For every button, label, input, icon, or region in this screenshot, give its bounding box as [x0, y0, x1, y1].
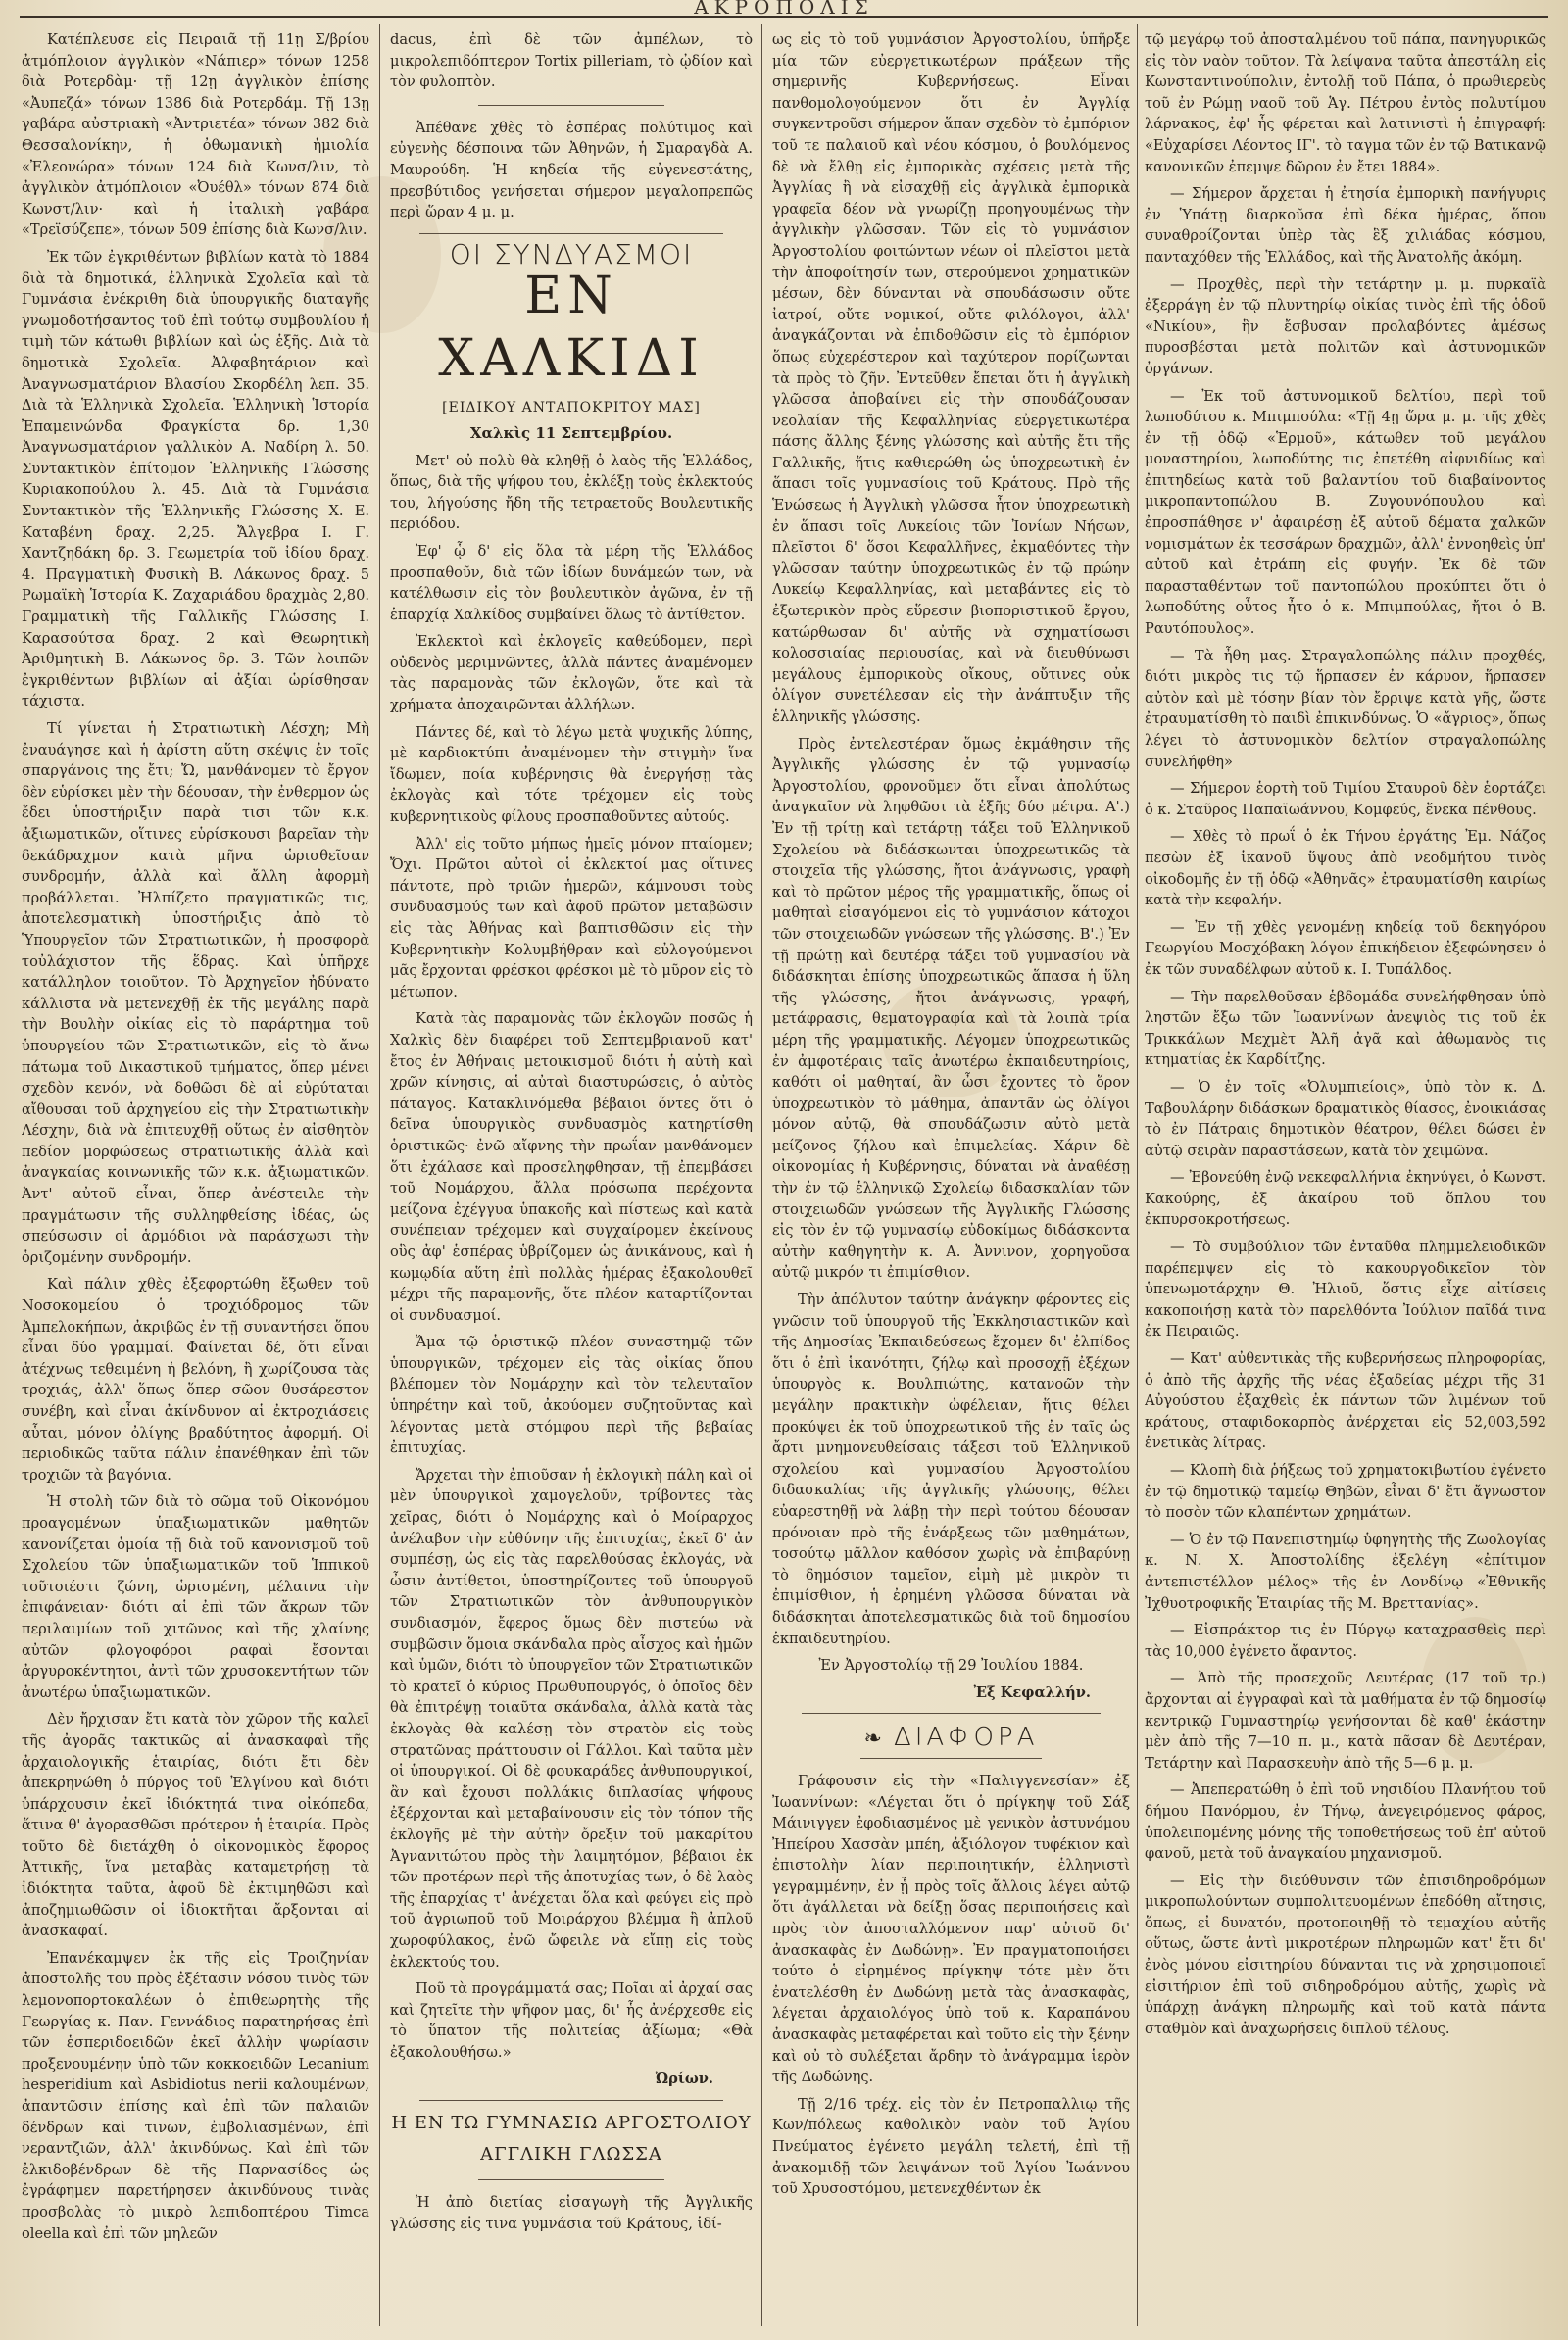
news-paragraph: — Ὁ ἐν τοῖς «Ὀλυμπιείοις», ὑπὸ τὸν κ. Δ. Ταβουλάρην διδάσκων δραματικὸς θίασος, ἐνοικιάσας τὸ ἐν Πάτραις δημοτικὸν θέατρον, θέλει δώσει ἐν αὐτῷ σειρὰν παραστάσεων, κατὰ τὸν χειμῶνα.: [1145, 1078, 1546, 1159]
news-paragraph: Τῇ 2/16 τρέχ. εἰς τὸν ἐν Πετροπαλλιῳ τῆς Κων/πόλεως καθολικὸν ναὸν τοῦ Ἁγίου Πνεύματος ἐγένετο μεγάλη τελετή, ἐπὶ τῇ ἀνακομιδῇ τῶν λειψάνων τοῦ Ἁγίου Ἰωάννου τοῦ Χρυσοστόμου, μετενεχθέντων ἐκ: [772, 2095, 1130, 2198]
correspondent-label: [ΕΙΔΙΚΟΥ ΑΝΤΑΠΟΚΡΙΤΟΥ ΜΑΣ]: [442, 400, 701, 416]
column-divider: [1137, 24, 1138, 2326]
news-paragraph: — Τὴν παρελθοῦσαν ἑβδομάδα συνελήφθησαν ὑπὸ ληστῶν ἔξω τῶν Ἰωαννίνων ἀνεψιὸς τις τοῦ ἐκ Τρικκάλων Μεχμὲτ Ἀλῆ ἀγᾶ καὶ ἀθωμανὸς τις κτηματίας ἐκ Καρδίτζης.: [1145, 988, 1546, 1069]
column-2: [390, 29, 753, 2322]
column-divider: [379, 24, 380, 2326]
news-paragraph: Γράφουσιν εἰς τὴν «Παλιγγενεσίαν» ἐξ Ἰωαννίνων: «Λέγεται ὅτι ὁ πρίγκηψ τοῦ Σάξ Μάινιγγεν ἐφοδιασμένος μὲ γενικὸν ἀστυνόμου Ἠπείρου Χασσὰν μπέη, ἀξιόλογον τυφέκιον καὶ ἐπιστολὴν λίαν περιποιητικήν, ἑλληνιστὶ γεγραμμένην, ἐν ᾗ πρὸς τοῖς ἄλλοις λέγει αὐτῷ ὅτι ἀγάλλεται νὰ δείξῃ ὅσας περιποιήσεις καὶ πρὸς τὸν ἀποσταλλόμενον παρ' αὐτοῦ δι' ἀνασκαφὰς ἐν Δωδώνῃ». Ἐν πραγματοποιήσει τούτο ὁ εἰρημένος πρίγκηψ τότε μὲν ὅτι ἐνατελέσθη ἐν Δωδώνῃ μετὰ τὰς ἀνασκαφὰς, λέγεται ἀρχαιολόγος ὑπὸ τοῦ κ. Καραπάνου ἀνασκαφὰς μεταφέρεται καὶ τοῦτο εἰς τὴν ξένην καὶ οὐ τὸ συλέξεται ἄρδην τὸ ἀνάγραμμα ἱερὸν τῆς Δωδώνης.: [772, 1772, 1130, 2086]
column-1: [22, 29, 369, 2322]
article-paragraph: Πάντες δέ, καὶ τὸ λέγω μετὰ ψυχικῆς λύπης, μὲ καρδιοκτύπι ἀναμένομεν τὴν στιγμὴν ἵνα ἴδωμεν, ποία κυβέρνησις θὰ ἐνεργήσῃ τὰς ἐκλογὰς καὶ τότε τρέχομεν εἰς τοὺς κυβερνητικοὺς φίλους προσπαθοῦντες αὐτούς.: [390, 723, 753, 826]
article2-headline-line2: ΑΓΓΛΙΚΗ ΓΛΩΣΣΑ: [480, 2144, 662, 2166]
news-paragraph: Κατέπλευσε εἰς Πειραιᾶ τῇ 11ῃ Σ/βρίου ἀτμόπλοιον ἀγγλικὸν «Νάπιερ» τόνων 1258 διὰ Ροτερδὰμ· τῇ 12ῃ ἀγγλικὸν ἐπίσης «Ἀυπεζά» τόνων 1386 διὰ Ροτερδάμ. Τῇ 13ῃ γαβάρα αὐστριακὴ «Ἀντριετέα» τόνων 382 διὰ Θεσσαλονίκην, ἡ ὀθωμανικὴ ἡμιολία «Ἐλεονώρα» τόνων 124 διὰ Κωνσ/λιν, τὸ ἀγγλικὸν ἀτμόπλοιον «Ὀυέθλ» τόνων 874 διὰ Κωνστ/λιν· καὶ ἡ ἰταλικὴ γαβάρα «Τρεϊσύζεπε», τόνων 509 ἐπίσης διὰ Κωνσ/λιν.: [22, 31, 369, 239]
news-paragraph: Τί γίνεται ἡ Στρατιωτικὴ Λέσχη; Μὴ ἐναυάγησε καὶ ἡ ἀρίστη αὕτη σκέψις ἐν τοῖς σπαργάνοις της ἔτι; Ὤ, μανθάνομεν τὸ ἔργον δὲν εὑρίσκει μὲν τὴν δέουσαν, τὴν ἐνθερμον ὡς ἔδει ὑποστήριξιν παρὰ τισι τῶν κ.κ. ἀξιωματικῶν, οἵτινες εὑρίσκουσι βαρεῖαν τὴν δεκάδραχμον κατὰ μῆνα ὡρισθεῖσαν συνδρομήν, ἀλλὰ καὶ ἄλλη ἀφορμὴ προβάλλεται. Ἠλπίζετο πραγματικῶς τις, ἀποτελεσματικὴ ὑποστήριξις ἀπὸ τὸ Ὑπουργεῖον τῶν Στρατιωτικῶν, ἡ προσφορὰ τοὐλάχιστον τῆς ἕδρας. Καὶ ὑπῆρχε κατάλληλον τοιοῦτον. Τὸ Ἀρχηγεῖον ἠδύνατο κάλλιστα νὰ μετενεχθῇ ἐκ τῆς μεγάλης παρὰ τὴν Βουλὴν οἰκίας εἰς τὸ παράρτημα τοῦ ὑπουργείου τῶν Στρατιωτικῶν, εἰς τὸ ἄνω πάτωμα τοῦ Δικαστικοῦ τμήματος, ὅπερ μένει σχεδὸν κενόν, νὰ δοθῶσι δὲ αἱ εὐρύταται αἴθουσαι τοῦ ἀρχηγείου εἰς τὴν Στρατιωτικὴν Λέσχην, διὰ νὰ ἐπιτευχθῇ οὕτως ἐν αἰσθητὸν πεδίον μορφώσεως στρατιωτικῆς ἀλλὰ καὶ ἀναγκαίας κοινωνικῆς τῶν κ.κ. ἀξιωματικῶν. Ἀντ' αὐτοῦ εἶναι, ὅπερ ἀνέστειλε τὴν πραγμάτωσιν τῆς συλληφθείσης ἰδέας, ὡς σπεύσωσιν οἱ ἁρμόδιοι νὰ παράσχωσι τὴν ὁριζομένην συνδρομήν.: [22, 720, 369, 1266]
news-paragraph: — Χθὲς τὸ πρωΐ ὁ ἐκ Τήνου ἐργάτης Ἐμ. Νάζος πεσὼν ἐξ ἱκανοῦ ὕψους ἀπὸ νεοδμήτου τινὸς οἰκοδομῆς ἐν τῇ ὁδῷ «Ἀθηνᾶς» ἐτραυματίσθη καιρίως κατὰ τὴν κεφαλήν.: [1145, 828, 1546, 909]
news-paragraph: — Προχθὲς, περὶ τὴν τετάρτην μ. μ. πυρκαϊὰ ἐξερράγη ἐν τῷ πλυντηρίῳ οἰκίας τινὸς ἐπὶ τῆς ὁδοῦ «Νικίου», ἣν ἔσβυσαν προλαβόντες ἀμέσως πυροσβέσται μετὰ πολιτῶν καὶ ἀστυνομικῶν ὀργάνων.: [1145, 275, 1546, 377]
news-paragraph: τῷ μεγάρῳ τοῦ ἀποσταλμένου τοῦ πάπα, πανηγυρικῶς εἰς τὸν ναὸν τοῦτον. Τὰ λείψανα ταῦτα ἀπεστάλη εἰς Κωνσταντινούπολιν, ἐντολῇ τοῦ Πάπα, ὁ πρωθιερεὺς τοῦ ἐν Ρώμῃ ναοῦ τοῦ Ἁγ. Πέτρου ἐντὸς πολυτίμου λάρνακος, ἐφ' ἧς φέρεται καὶ λατινιστὶ ἡ ἐπιγραφή: «Εὐχαρίσει Λέοντος ΙΓ'. τὸ ταγμα τῶν ἐν τῷ Βατικανῷ κανονικῶν ἐπεμψε δῶρον ἐν ἔτει 1884».: [1145, 31, 1546, 175]
article-paragraph: Ἡ ἀπὸ διετίας εἰσαγωγὴ τῆς Ἀγγλικῆς γλώσσης εἰς τινα γυμνάσια τοῦ Κράτους, ἰδί-: [390, 2194, 753, 2232]
news-paragraph: dacus, ἐπὶ δὲ τῶν ἀμπέλων, τὸ μικρολεπιδόπτερον Tortix pilleriam, τὸ ᾠδίον καὶ τὸν φυλοπτὸν.: [390, 31, 753, 91]
rule: [419, 233, 723, 234]
rule: [860, 1758, 1042, 1759]
news-paragraph: Ἐκ τῶν ἐγκριθέντων βιβλίων κατὰ τὸ 1884 διὰ τὰ δημοτικά, ἑλληνικὰ Σχολεῖα καὶ τὰ Γυμνάσια ἐνέκριθη διὰ ὑπουργικῆς διαταγῆς γνωμοδοτήσαντος τοῦ ἐπὶ τούτῳ συμβουλίου ἡ τιμὴ τῶν κάτωθι βιβλίων καὶ ὡς ἑξῆς. Διὰ τὰ δημοτικὰ Σχολεῖα. Ἀλφαβητάριον καὶ Ἀναγνωσματάριον Βλασίου Σκορδέλη λεπ. 35. Διὰ τὰ Ἑλληνικὰ Σχολεῖα. Ἑλληνικὴ Ἱστορία Ἐπαμεινώνδα Φραγκίστα δρ. 1,30 Ἀναγνωσματάριον γαλλικὸν Α. Ναδίρη λ. 50. Συντακτικὸν ἐπίτομον Ἑλληνικῆς Γλώσσης Κυριακοπούλου λ. 45. Διὰ τὰ Γυμνάσια Συντακτικὸν τῆς Ἑλληνικῆς Γλώσσης Χ. Ε. Καταβένη δραχ. 2,25. Ἄλγεβρα Ι. Γ. Χαντζηδάκη δρ. 3. Γεωμετρία τοῦ ἰδίου δραχ. 4. Πραγματικὴ Φυσικὴ Β. Λάκωνος δραχ. 5 Ρωμαϊκὴ Ἱστορία Κ. Ζαχαριάδου δραχμὰς 2,80. Γραμματικὴ τῆς Γαλλικῆς Γλώσσης Ι. Καρασούτσα δραχ. 2 καὶ Θεωρητικὴ Ἀριθμητικὴ Β. Λάκωνος δρ. 3. Τῶν λοιπῶν ἐγκριθέντων βιβλίων αἱ ἀξίαι ὡρίσθησαν τάχιστα.: [22, 248, 369, 710]
news-paragraph: — Ἐβονεύθη ἐνῷ νεκεφαλλήνια ἐκηνύγει, ὁ Κωνστ. Κακούρης, ἐξ ἀκαίρου τοῦ ὅπλου του ἐκπυρσοκροτήσεως.: [1145, 1169, 1546, 1229]
news-paragraph: — Σήμερον ἄρχεται ἡ ἐτησία ἐμπορικὴ πανήγυρις ἐν Ὑπάτῃ διαρκοῦσα ἐπὶ δέκα ἡμέρας, ὅπου συναθροίζονται ὑπὲρ τὰς ἓξ χιλιάδας κόσμου, πανταχόθεν τῆς Ἑλλάδος, καὶ τῆς Ἀνατολῆς ἀκόμη.: [1145, 185, 1546, 266]
column-4: [1145, 29, 1546, 2322]
rule: [419, 2100, 723, 2101]
news-paragraph: Ἡ στολὴ τῶν διὰ τὸ σῶμα τοῦ Οἰκονόμου προαγομένων ὑπαξιωματικῶν μαθητῶν κανονίζεται ὁμοία τῇ διὰ τοῦ κανονισμοῦ τοῦ Σχολείου τῶν ὑπαξιωματικῶν τοῦ Ἱππικοῦ τοῦτοιέστι ζώνη, ὡρισμένη, μέλαινα τὴν ἐπιφάνειαν· διότι αἱ ἐπὶ τῶν ἄκρων τῶν περιλαιμίων τοῦ χιτῶνος καὶ τῆς χλαίνης αὐτῶν φλογοφόροι ραφαὶ ἔσονται ἀργυροκέντητοι, ἀντὶ τῶν χρυσοκεντήτων τῶν ἀνωτέρω ὑπαξιωματικῶν.: [22, 1493, 369, 1701]
section-title-diafora: [772, 1723, 1130, 1753]
article-paragraph: Τὴν ἀπόλυτον ταύτην ἀνάγκην φέροντες εἰς γνῶσιν τοῦ ὑπουργοῦ τῆς Ἐκκλησιαστικῶν καὶ τῆς Δημοσίας Ἐκπαιδεύσεως ἔχομεν δι' ἐλπίδος ὅτι ὁ ἐπὶ ἱκανότητι, ζήλῳ καὶ προσοχῇ ἐξέχων ὑπουργὸς κ. Βουλπιώτης, κατανοῶν τὴν μεγάλην πρακτικὴν ὠφέλειαν, ἥτις θέλει προκύψει ἐκ τοῦ ὑποχρεωτικοῦ τῆς ἐν ταῖς ὡς ἄρτι μνημονευθείσαις τάξεσι τοῦ Ἑλληνικοῦ σχολείου καὶ γυμνασίου Ἀργοστολίου διδασκαλίας τῆς ἀγγλικῆς γλώσσης, θέλει εὐαρεστηθῇ νὰ λάβῃ τὴν περὶ τούτου δέουσαν πρόνοιαν πρὸ τῆς ἐνάρξεως τῶν μαθημάτων, τοσούτῳ μᾶλλον καθόσον χωρὶς νὰ ἐπιβαρύνῃ τὸ δημόσιον ταμεῖον, εἰμὴ μὲ μικρὸν τι ἐπιμίσθιον, ἡ ἐρημένη γλῶσσα δύναται νὰ διδάσκηται ἀποτελεσματικῶς διὰ τοῦ δημοσίου ἐκπαιδευτηρίου.: [772, 1292, 1130, 1647]
column-3: [772, 29, 1130, 2322]
article-paragraph: Ἀλλ' εἰς τοῦτο μήπως ἡμεῖς μόνον πταίομεν; Ὄχι. Πρῶτοι αὐτοὶ οἱ ἐκλεκτοί μας οἵτινες πάντοτε, πρὸ τριῶν ἡμερῶν, κάμνουσι τοὺς συνδυασμούς των καὶ ἀφοῦ πρῶτον μεταβῶσιν εἰς τὰς Ἀθήνας καὶ βαπτισθῶσιν εἰς τὴν Κυβερνητικὴν Κολυμβήθραν καὶ εὐλογούμενοι μᾶς ἔρχονται φρέσκοι φρέσκοι μὲ τὸ μῦρον εἰς τὸ μέτωπον.: [390, 835, 753, 1000]
news-paragraph: — Ἐκ τοῦ ἀστυνομικοῦ δελτίου, περὶ τοῦ λωποδύτου κ. Μπιμπούλα: «Τῇ 4ῃ ὥρα μ. μ. τῆς χθὲς ἐν τῇ ὁδῷ «Ἑρμοῦ», κάτωθεν τοῦ μεγάλου μοναστηρίου, λωποδύτης τις ἐπετέθη αἰφνιδίως καὶ ἐπιτηδείως κατὰ τοῦ βαλαντίου τοῦ διαβαίνοντος μικροπαντοπώλου Β. Ζυγουνόπουλου καὶ ἐπροσπάθησε ν' ἀφαιρέσῃ ἐξ αὐτοῦ δέματα χαλκῶν νομισμάτων ἐκ τεσσάρων δραχμῶν, ἀλλ' ἐννοηθεὶς ὑπ' αὐτοῦ καὶ ἐτράπη εἰς φυγήν. Ἐκ δὲ τῶν παρασταθέντων τοῦ παντοπώλου προκύπτει ὅτι ὁ λωποδύτης οὗτος ἦτο ὁ κ. Μπιμπούλας, ἤτοι ὁ Β. Ραυτόπουλος».: [1145, 387, 1546, 638]
rule: [802, 1713, 1101, 1714]
news-paragraph: Καὶ πάλιν χθὲς ἐξεφορτώθη ἔξωθεν τοῦ Νοσοκομείου ὁ τροχιόδρομος τῶν Ἀμπελοκήπων, ἀκριβῶς ἐν τῇ συναντήσει ὅπου εἶναι δύο γραμμαί. Φαίνεται δέ, ὅτι εἶναι ἀτέχνως τεθειμένη ἡ βελόνη, ἢ χωρίζουσα τὰς τροχιάς, ἀλλ' ὅπως ὅπερ σῶον θυσάρεστον συνέβη, καὶ εἶναι ἀκίνδυνον αἱ ἐκτροχιάσεις αὗται, μόνον ὀλίγης βραδύτητος ἀφορμή. Οἱ περιοδικῶς ταῦτα πάλιν ἐπανέθηκαν ἐπὶ τῶν τροχιῶν τὰ βαγόνια.: [22, 1276, 369, 1484]
section-title-text: ΔΙΑΦΟΡΑ: [893, 1723, 1039, 1753]
article-paragraph: Ποῦ τὰ προγράμματά σας; Ποῖαι αἱ ἀρχαί σας καὶ ζητεῖτε τὴν ψῆφον μας, δι' ἧς ἀνέρχεσθε εἰς τὸ ὕπατον τῆς πολιτείας ἀξίωμα; «Θὰ ἐξακολουθήσω.»: [390, 1980, 753, 2061]
news-paragraph: — Κλοπὴ διὰ ῥήξεως τοῦ χρηματοκιβωτίου ἐγένετο ἐν τῷ δημοτικῷ ταμείῳ Θηβῶν, εἶναι δ' ἔτι ἄγνωστον τὸ ποσὸν τῶν κλαπέντων χρημάτων.: [1145, 1462, 1546, 1522]
news-paragraph: — Κατ' αὐθεντικὰς τῆς κυβερνήσεως πληροφορίας, ὁ ἀπὸ τῆς ἀρχῆς τῆς νέας ἐξαδείας μέχρι τῆς 31 Αὐγούστου ἐξαχθεὶς ἐκ πάντων τῶν λιμένων τοῦ κράτους, σταφιδοκαρπὸς ἀνέρχεται εἰς 52,003,592 ἑνετικὰς λίτρας.: [1145, 1350, 1546, 1452]
signature-date: Ἐν Ἀργοστολίῳ τῇ 29 Ἰουλίου 1884.: [818, 1657, 1084, 1675]
news-paragraph: — Τὰ ἦθη μας. Στραγαλοπώλης πάλιν προχθές, διότι μικρὸς τις τῷ ἥρπασεν ἐν κάρυον, ἥρπασεν αὐτὸν καὶ μὲ τόσην βίαν τὸν ἔρριψε κατὰ γῆς, ὥστε ἐτραυματίσθη τὸ παιδὶ ἐπικινδύνως. Ὁ «ἄγριος», ὅπως λέγει τὸ ἀστυνομικὸν δελτίον στραγαλοπώλης συνελήφθη»: [1145, 647, 1546, 770]
article-paragraph: Πρὸς ἐντελεστέραν ὅμως ἐκμάθησιν τῆς Ἀγγλικῆς γλώσσης ἐν τῷ γυμνασίῳ Ἀργοστολίου, φρονοῦμεν ὅτι εἶναι ἀπολύτως ἀναγκαῖον νὰ ληφθῶσι τὰ ἑξῆς δύο μέτρα. Α'.) Ἐν τῇ τρίτῃ καὶ τετάρτῃ τάξει τοῦ Ἑλληνικοῦ Σχολείου νὰ διδάσκωνται ὑποχρεωτικῶς τὰ στοιχεῖα τῆς γλώσσης, ἤτοι ἀνάγνωσις, γραφὴ καὶ τὸ πρῶτον μέρος τῆς γραμματικῆς, ὅπως οἱ μαθηταὶ εἰσαγόμενοι εἰς τὸ γυμνάσιον κάτοχοι τῶν στοιχειωδῶν γνώσεων τῆς γλώσσης. Β'.) Ἐν τῇ πρώτῃ καὶ δευτέρᾳ τάξει τοῦ γυμνασίου νὰ διδάσκηται ἐπίσης ὑποχρεωτικῶς ἅπασα ἡ ὕλη τῆς γλώσσης, ἤτοι ἀνάγνωσις, γραφή, μετάφρασις, θεματογραφία καὶ τὰ λοιπὰ τρία μέρη τῆς γραμματικῆς. Λέγομεν ὑποχρεωτικῶς ἐν ἀμφοτέραις ταῖς ἀνωτέρω ἐκπαιδευτηρίοις, καθότι οἱ μαθηταί, ἂν ὦσι ἔχοντες τὸ ὅρον ὑποχρεωτικὸν τὸ μάθημα, ἀπαντᾶν ὡς ὀλίγοι μόνον αὐτῷ, θὰ σπουδάζωσιν αὐτὸ μετὰ μείζονος ζήλου καὶ ἐπιμελείας. Χάριν δὲ οἰκονομίας ἡ Κυβέρνησις, δύναται νὰ ἀναθέσῃ τὴν ἐν τῷ ἑλληνικῷ Σχολείῳ διδασκαλίαν τῶν στοιχειωδῶν γνώσεων τῆς Ἀγγλικῆς Γλώσσης εἰς τὸν ἐν τῷ γυμνασίῳ εὐδοκίμως διδάσκοντα αὐτὴν καθηγητὴν κ. Α. Ἀννινον, χορηγοῦσα αὐτῷ μικρόν τι ἐπιμίσθιον.: [772, 735, 1130, 1282]
article-paragraph: Ἅμα τῷ ὁριστικῷ πλέον συναστημῷ τῶν ὑπουργικῶν, τρέχομεν εἰς τὰς οἰκίας ὅπου βλέπομεν τὸν Νομάρχην καὶ τὸν τελευταῖον ὑπηρέτην καὶ τοῦ, ἀκούομεν συζητοῦντας καὶ λέγοντας μετὰ στόμφου περὶ τῆς βεβαίας ἐπιτυχίας.: [390, 1334, 753, 1457]
article-headline-line2: ΕΝ ΧΑΛΚΙΔΙ: [438, 267, 705, 389]
article-paragraph: Ἐκλεκτοὶ καὶ ἐκλογεῖς καθεύδομεν, περὶ οὐδενὸς μεριμνῶντες, ἀλλὰ πάντες ἀναμένομεν τὰς παραμονὰς τῶν ἐκλογῶν, ὅτε καὶ τὰ χρήματα ἀποχαιρῶνται ἀλλήλων.: [390, 633, 753, 714]
news-paragraph: Δὲν ἤρχισαν ἔτι κατὰ τὸν χῶρον τῆς καλεῖ τῆς ἀγορᾶς τακτικῶς αἱ ἀνασκαφαὶ τῆς ἀρχαιολογικῆς ἑταιρίας, διότι ἔτι δὲν ἀπεκρηνώθη ὁ πύργος τοῦ Ἐλγίνου καὶ διότι ὑπάρχουσιν ἐκεῖ ἰδιόκτητά τινα οἰκόπεδα, ἅτινα θ' ἀγορασθῶσι πρότερον ἡ ἑταιρία. Πρὸς τοῦτο δὲ διετάχθη ὁ οἰκονομικὸς ἔφορος Ἀττικῆς, ἵνα μεταβὰς καταμετρήσῃ τὰ ἰδιόκτητα ταῦτα, ἀφοῦ δὲ ἐκτιμηθῶσι καὶ ἀποζημιωθῶσιν οἱ ἰδιοκτῆται ἄρξονται αἱ ἀνασκαφαί.: [22, 1711, 369, 1940]
news-paragraph: — Ἀπεπερατώθη ὁ ἐπὶ τοῦ νησιδίου Πλανήτου τοῦ δήμου Πανόρμου, ἐν Τήνῳ, ἀνεγειρόμενος φάρος, ὑπολειπομένης μόνης τῆς τοποθετήσεως τοῦ ἐπ' αὐτοῦ φανοῦ, μετὰ τοῦ ἀναγκαίου μηχανισμοῦ.: [1145, 1781, 1546, 1863]
quill-ornament-icon: ❧: [863, 1727, 886, 1752]
news-paragraph: — Ἐν τῇ χθὲς γενομένῃ κηδείᾳ τοῦ δεκηγόρου Γεωργίου Μοσχόβακη λόγον ἐπικήδειον ἐξεφώνησεν ὁ ἐκ τῶν συναδέλφων αὐτοῦ κ. Ι. Τυπάλδος.: [1145, 918, 1546, 978]
masthead: ΑΚΡΟΠΟΛΙΣ: [694, 0, 874, 18]
article-paragraph: ως εἰς τὸ τοῦ γυμνάσιον Ἀργοστολίου, ὑπῆρξε μία τῶν εὐεργετικωτέρων πράξεων τῆς σημερινῆς Κυβερνήσεως. Εἶναι πανθομολογούμενον ὅτι ἐν Ἀγγλίᾳ συγκεντροῦσι σήμερον ἅπαν σχεδὸν τὸ ἐμπόριον τοῦ τε παλαιοῦ καὶ νέου κόσμου, ὁ βουλόμενος δὲ νὰ ἔλθῃ εἰς ἐμπορικὰς σχέσεις μετὰ τῆς Ἀγγλίας ἢ νὰ εἰσαχθῇ εἰς ἀγγλικὰ ἐμπορικὰ γραφεῖα δέον νὰ γνωρίζῃ προηγουμένως τὴν ἀγγλικὴν γλῶσσαν. Τῶν εἰς τὸ γυμνάσιον Ἀργοστολίου φοιτώντων νέων οἱ πλεῖστοι μετὰ τὴν ἀποφοίτησίν των, στερούμενοι χρηματικῶν μέσων, δὲν δύνανται νὰ σπουδάσωσιν οὔτε ἰατροί, οὔτε νομικοί, οὔτε φιλόλογοι, ἀλλ' ἀναγκάζονται νὰ ἐπιδοθῶσιν εἰς τὸ ἐμπόριον ὅπως εὐχερέστερον καὶ ταχύτερον πορίζωνται τὰ πρὸς τὸ ζῆν. Ἐντεῦθεν ἔπεται ὅτι ἡ ἀγγλικὴ γλῶσσα ἀποβαίνει εἰς τὴν σπουδάζουσαν νεολαίαν τῆς Κεφαλληνίας εὐεργετικωτέρα πάσης ἄλλης ξένης γλώσσης καὶ αὐτῆς ἔτι τῆς Γαλλικῆς, ἥτις καθιερώθη ὡς ὑποχρεωτικὴ ἐν ἅπασι τοῖς γυμνασίοις τοῦ Κράτους. Πρὸ τῆς Ἑνώσεως ἡ Ἀγγλικὴ γλῶσσα ἦτον ὑποχρεωτικὴ ἐν ἅπασι τοῖς Λυκείοις τῶν Ἰονίων Νήσων, πλεῖστοι δ' ὅσοι Κεφαλλῆνες, ἐκμαθόντες τὴν γλῶσσαν ταύτην ὑποχρεωτικῶς ἐν τῷ πρώην Λυκείῳ Κεφαλληνίας, καὶ μεταβάντες εἰς τὸ ἐξωτερικὸν πρὸς εὕρεσιν βιοποριστικοῦ ἔργου, κατώρθωσαν δι' αὐτῆς νὰ σχηματίσωσι κολοσσιαίας περιουσίας, καὶ νὰ διευθύνωσι μεγάλους ἐμπορικοὺς οἴκους, οὔτινες οὐκ ὀλίγον συνετέλεσαν εἰς τὴν ἀνάπτυξιν τῆς ἑλληνικῆς γλώσσης.: [772, 31, 1130, 725]
news-paragraph: — Εἰς τὴν διεύθυνσιν τῶν ἐπισιδηροδρόμων μικροπωλούντων συμπολιτευομένων ἐπεδόθη αἴτησις, ὅπως, εἰ δυνατόν, προτοποιηθῇ τὸ τεμαχίου αὐτῆς οὕτως, ὥστε ἀντὶ μικροτέρων πληρωμῶν κατ' ἔτι δι' ἐνὸς μόνου εἰσιτηρίου δύνανται τις νὰ χρησιμοποιεῖ εἰσιτήριον ἐπὶ τοῦ σιδηροδρόμου αὐτῆς, χωρὶς νὰ ὑπάρχῃ ἀνάγκη πληρωμῆς καὶ τοῦ κατὰ πάντα σταθμὸν καὶ ἀναχωρήσεις διπλοῦ τέλους.: [1145, 1872, 1546, 2037]
news-paragraph: — Εἰσπράκτορ τις ἐν Πύργῳ καταχρασθεὶς περὶ τὰς 10,000 ἐγένετο ἄφαντος.: [1145, 1622, 1546, 1660]
article-paragraph: Ἐφ' ᾧ δ' εἰς ὅλα τὰ μέρη τῆς Ἑλλάδος προσπαθοῦν, διὰ τῶν ἰδίων δυνάμεών των, νὰ κατέλθωσιν εἰς τὸν βουλευτικὸν ἀγῶνα, ἐν τῇ ἐπαρχίᾳ Χαλκίδος συμβαίνει ὅλως τὸ ἀντίθετον.: [390, 542, 753, 623]
rule: [478, 2179, 664, 2180]
article-paragraph: Μετ' οὐ πολὺ θὰ κληθῇ ὁ λαὸς τῆς Ἑλλάδος, ὅπως, διὰ τῆς ψήφου του, ἐκλέξῃ τοὺς ἐκλεκτούς του, λήγούσης ἤδη τῆς τετραετοῦς Βουλευτικῆς περιόδου.: [390, 452, 753, 533]
news-paragraph: Ἐπανέκαμψεν ἐκ τῆς εἰς Τροιζηνίαν ἀποστολῆς του πρὸς ἐξέτασιν νόσου τινὸς τῶν λεμονοπορτοκαλέων ὁ ἐπιθεωρητὴς τῆς Γεωργίας κ. Παν. Γεννάδιος παρατηρήσας ἐπὶ τῶν ἑσπεριδοειδῶν ἐκεῖ ἀλλὴν ψωρίασιν προξενουμένην ὑπὸ τῶν κοκκοειδῶν Lecanium hesperidium καὶ Asbidiotus nerii καλουμένων, ἀπαντῶσιν ἐπίσης καὶ ἐπὶ τῶν παλαιῶν δένδρων καὶ τινων, ἐμβολιασμένων, ἐπὶ νεραντζιῶν, ἀλλ' ἀκινδύνως. Καὶ ἐπὶ τῶν ἐλκιδοβένδρων δὲ τῆς Παρνασίδος ὡς ἐγράφημεν παρετήρησεν ἀκινδύνους τινὰς προσβολὰς τὸ μικρὸ λεπιδοπτέρου Timca oleella καὶ ἐπὶ τῶν μηλεῶν: [22, 1949, 369, 2242]
article-signature: Ὠρίων.: [655, 2071, 713, 2088]
news-paragraph: — Ἀπὸ τῆς προσεχοῦς Δευτέρας (17 τοῦ τρ.) ἄρχονται αἱ ἐγγραφαὶ καὶ τὰ μαθήματα ἐν τῷ δημοσίῳ κεντρικῷ Γυμναστηρίῳ γενήσονται δὲ καθ' ἑκάστην μὲν ἀπὸ τῆς 7—10 π. μ., κατὰ πᾶσαν δὲ Δευτέραν, Τετάρτην καὶ Παρασκευὴν ἀπὸ τῆς 5—6 μ. μ.: [1145, 1670, 1546, 1772]
article-headline-line1: ΟΙ ΣΥΝΔΥΑΣΜΟΙ: [449, 237, 694, 270]
masthead-rule: [20, 16, 1548, 18]
column-divider: [761, 24, 762, 2326]
article-signature: Ἐξ Κεφαλλήν.: [973, 1683, 1091, 1701]
news-paragraph: — Τὸ συμβούλιον τῶν ἐνταῦθα πλημμελειοδικῶν παρέπεμψεν εἰς τὸ κακουργοδικεῖον τὸν ὑπενωμοτάρχην Θ. Ἠλιοῦ, ὅστις εἶχε αἰτίσεις κακοποιήσῃ κατὰ τὸν παρελθόντα Ἰούλιον παῖδά τινα ἐκ Πειραιῶς.: [1145, 1239, 1546, 1341]
obituary-paragraph: Ἀπέθανε χθὲς τὸ ἑσπέρας πολύτιμος καὶ εὐγενὴς δέσποινα τῶν Ἀθηνῶν, ἡ Σμαραγδὰ Α. Μαυρούδη. Ἡ κηδεία τῆς εὐγενεστάτης, πρεσβύτιδος γενήσεται σήμερον μεγαλοπρεπῶς περὶ ὥραν 4 μ. μ.: [390, 119, 753, 221]
article-dateline: Χαλκὶς 11 Σεπτεμβρίου.: [469, 423, 673, 442]
article-paragraph: Κατὰ τὰς παραμονὰς τῶν ἐκλογῶν ποσῶς ἡ Χαλκὶς δὲν διαφέρει τοῦ Σεπτεμβριανοῦ κατ' ἔτος ἐν Ἀθήναις μετοικισμοῦ διότι ἡ αὐτὴ καὶ χρῶν κίνησις, αἱ αὐταὶ διαστυρώσεις, ὁ αὐτὸς πάταγος. Κατακλινόμεθα βέβαιοι ὅντες ὅτι ὁ δεῖνα ὑπουργικὸς συνδυασμὸς κατηρτίσθη ὁριστικῶς· ἐνῶ αἴφνης τὴν πρωΐαν μανθάνομεν ὅτι ἐχάλασε καὶ προσεληφθησαν, τῇ ἐπεμβάσει τοῦ Νομάρχου, ἄλλα πρόσωπα περέχοντα μείζονα ἐχέγγυα ὑπακοῆς καὶ πίστεως καὶ κατὰ συνέπειαν τρέχομεν καὶ συγχαίρομεν ἐκείνους οὓς ἀφ' ἑσπέρας ὑβρίζομεν ὡς ἀνικάνους, καὶ ἡ κωμῳδία αὕτη ἐπὶ πολλὰς ἡμέρας ἐξακολουθεῖ μέχρι τῆς παραμονῆς, ὅτε πλέον καταρτίζονται οἱ συνδυασμοί.: [390, 1010, 753, 1324]
article2-headline-line1: Η ΕΝ ΤΩ ΓΥΜΝΑΣΙΩ ΑΡΓΟΣΤΟΛΙΟΥ: [391, 2113, 752, 2134]
article-paragraph: Ἄρχεται τὴν ἐπιοῦσαν ἡ ἐκλογικὴ πάλη καὶ οἱ μὲν ὑπουργικοὶ χαμογελοῦν, τρίβοντες τὰς χεῖρας, διότι ὁ Νομάρχης καὶ ὁ Μοίραρχος ἀνέλαβον τὴν εὐθύνην τῆς ἐπιτυχίας, ἐκεῖ δ' ἀν συμπέσῃ, ὡς εἰς τὰς παρελθούσας ἐκλογάς, νὰ ὦσιν ἀντίθετοι, ὑποστηρίζοντες τοῦ ὑπουργοῦ τῶν Στρατιωτικῶν τὸν ἀνθυπουργικὸν συνδιασμόν, ἔφερος ὅμως δὲν πιστεύω νὰ συμβῶσιν ὅμοια σκάνδαλα πρὸς αἶσχος καὶ ἡμῶν καὶ ὑμῶν, διότι τὸ ὑπουργεῖον τῶν Στρατιωτικῶν τὸ κρατεῖ ὁ κύριος Πρωθυπουργός, ὁ ὁποῖος δὲν θὰ ἐπιτρέψῃ τοιαῦτα σκάνδαλα, ἀλλὰ κατὰ τὰς ἐκλογὰς θὰ καλέσῃ τὸν στρατὸν εἰς τοὺς στρατῶνας πράττουσιν οἱ Γάλλοι. Καὶ ταῦτα μὲν οἱ ὑπουργικοί. Οἱ δὲ φουκαράδες ἀνθυπουργικοί, ἂν καὶ ἔχουσι πολλάκις διπλασίας ψήφους ἐξέρχονται καὶ μεταβαίνουσιν εἰς τὸν τόπον τῆς ἐκλογῆς μὲ τὴν αὐτὴν ὄρεξιν τοῦ μακαρίτου Ἀγνανιτώτου πρὸς τὴν λαιμητόμον, βέβαιοι ἐκ τῶν προτέρων περὶ τῆς ἀποτυχίας των, ὁ δὲ λαὸς τῆς ἐπαρχίας τ' ἀνέχεται ὅλα καὶ φεύγει εἰς πρὸ τοῦ ἀγριωποῦ τοῦ Μοιράρχου βλέμμα ἢ ἀπλοῦ χωροφύλακος, ἐνῶ ὤφειλε νὰ εἴπῃ εἰς τοὺς ἐκλεκτούς του.: [390, 1466, 753, 1971]
rule: [478, 105, 664, 106]
news-paragraph: — Σήμερον ἑορτὴ τοῦ Τιμίου Σταυροῦ δὲν ἑορτάζει ὁ κ. Σταῦρος Παπαϊωάννου, Κομφεύς, ἕνεκα πένθους.: [1145, 780, 1546, 818]
news-paragraph: — Ὁ ἐν τῷ Πανεπιστημίῳ ὑφηγητὴς τῆς Ζωολογίας κ. Ν. Χ. Ἀποστολίδης ἐξελέγη «ἐπίτιμον ἀντεπιστέλλον μέλος» τῆς ἐν Λονδίνῳ «Ἐθνικῆς Ἰχθυοτροφικῆς Ἑταιρίας τῆς Μ. Βρεττανίας».: [1145, 1531, 1546, 1612]
